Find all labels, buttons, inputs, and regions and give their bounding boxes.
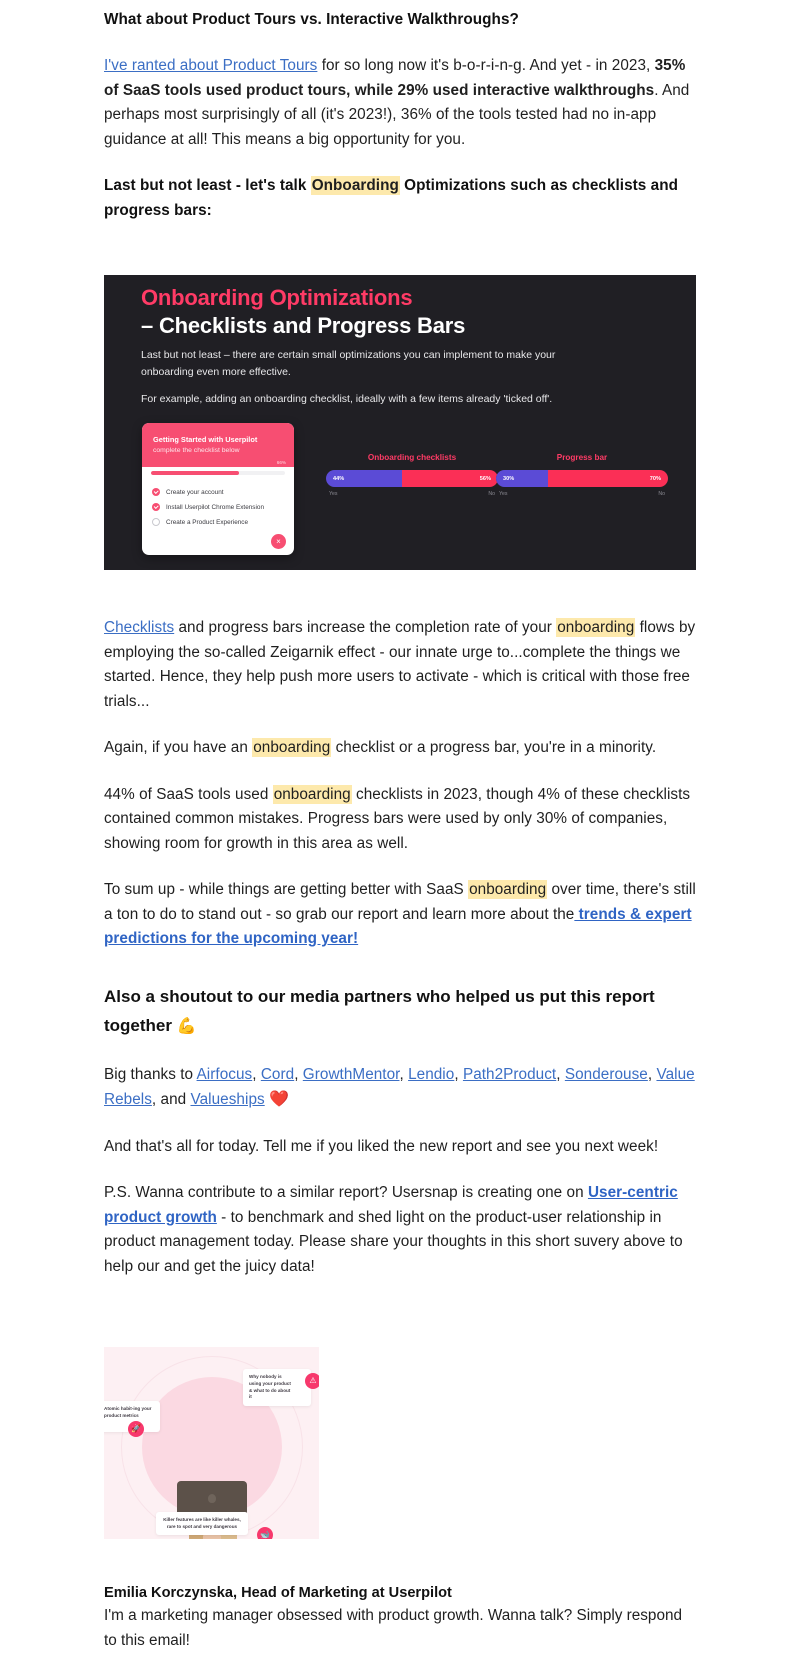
paragraph-again-minority <box>104 736 696 760</box>
link-checklists[interactable]: Checklists <box>104 619 175 637</box>
email-content <box>104 0 696 1653</box>
highlight-onboarding: onboarding <box>557 619 635 637</box>
sep: , <box>647 1065 657 1083</box>
text-part2: checklists in 2023, though 4% of these checklists contained common mistakes. Progress bars were used by only 30% of companies, showing room for growth in this area as well. <box>104 785 691 852</box>
check-circle-icon <box>152 503 160 511</box>
text-part1: P.S. Wanna contribute to a similar report? Usersnap is creating one on <box>104 1184 588 1202</box>
link-partner-growthmentor[interactable]: GrowthMentor <box>302 1065 400 1083</box>
author-photo-banner <box>104 1347 319 1539</box>
sep: , <box>252 1065 261 1083</box>
chart-segment-yes: 44% <box>326 470 402 487</box>
link-partner-cord[interactable]: Cord <box>260 1065 295 1083</box>
link-partner-path2product[interactable]: Path2Product <box>462 1065 557 1083</box>
text-part2: flows by employing the so-called Zeigarnik effect - our innate urge to...complete the things we started. Hence, they help push more users to activate - which is critical with those free trials... <box>104 619 696 710</box>
chart-axis-label-no: No <box>658 491 665 498</box>
checklist-card-title: Getting Started with Userpilot <box>153 435 258 445</box>
checklist-item <box>152 503 284 511</box>
checklist-card-mock <box>142 423 294 555</box>
text-after-bold: . And perhaps most surprisingly of all (it's 2023!), 36% of the tools tested had no in-app guidance at all! This means a big opportunity for you. <box>104 81 690 148</box>
chart-title: Onboarding checklists <box>367 453 457 463</box>
callout-bubble-left: Atomic habit-ing your product metrics <box>104 1401 160 1431</box>
callout-bubble-top-right: Why nobody is using your product & what to do about it <box>243 1369 311 1406</box>
chart-onboarding-checklists <box>326 453 498 497</box>
slide-title-line1: Onboarding Optimizations <box>141 285 413 311</box>
text-part1: 44% of SaaS tools used <box>104 785 273 803</box>
link-partner-value-rebels[interactable]: Value Rebels <box>104 1065 695 1109</box>
heading-shoutout-text: Also a shoutout to our media partners who helped us put this report together <box>104 987 655 1035</box>
text-part2: over time, there's still a ton to do to stand out - so grab our report and learn more about the <box>104 881 696 923</box>
text-part1: To sum up - while things are getting better with SaaS <box>104 881 469 899</box>
checklist-progress-bar <box>142 467 294 481</box>
chart-segment-no: 56% <box>402 470 498 487</box>
chart-axis-label-yes: Yes <box>499 491 508 498</box>
text-and: , and <box>151 1091 191 1109</box>
link-partner-lendio[interactable]: Lendio <box>408 1065 455 1083</box>
slide-subtext-1: Last but not least – there are certain small optimizations you can implement to make your onboarding even more effective. <box>141 349 556 378</box>
warning-icon: ⚠ <box>305 1373 319 1389</box>
heading-media-partners-shoutout <box>104 983 696 1040</box>
spacer <box>104 1539 696 1585</box>
highlight-onboarding: Onboarding <box>311 177 399 195</box>
highlight-onboarding: onboarding <box>469 881 547 899</box>
rocket-icon: 🚀 <box>128 1421 144 1437</box>
text-part2: checklist or a progress bar, you're in a minority. <box>331 739 657 757</box>
section-heading-onboarding-optimizations <box>104 174 696 223</box>
highlight-onboarding: onboarding <box>273 785 351 803</box>
spacer <box>104 245 696 275</box>
chart-axis-labels <box>496 491 668 497</box>
sep: , <box>399 1065 409 1083</box>
heading2-after: Optimizations such as checklists and progress bars: <box>104 177 679 219</box>
whale-icon: 🐋 <box>257 1527 273 1539</box>
chart-axis-labels <box>326 491 498 497</box>
checklist-progress-track <box>151 471 285 475</box>
link-partner-airfocus[interactable]: Airfocus <box>196 1065 253 1083</box>
empty-circle-icon <box>152 518 160 526</box>
checklist-item <box>152 488 284 496</box>
link-partner-valueships[interactable]: Valueships <box>190 1091 265 1109</box>
text-part1: and progress bars increase the completion rate of your <box>174 619 557 637</box>
paragraph-sum-up <box>104 878 696 951</box>
sep: , <box>454 1065 463 1083</box>
slide-image-onboarding-optimizations <box>104 275 696 570</box>
chart-segment-no: 70% <box>548 470 668 487</box>
slide-title-line2: – Checklists and Progress Bars <box>141 313 466 339</box>
author-name-and-title: Emilia Korczynska, Head of Marketing at Userpilot <box>104 1585 452 1602</box>
text-thanks-prefix: Big thanks to <box>104 1065 197 1083</box>
checklist-item-label: Install Userpilot Chrome Extension <box>166 503 265 511</box>
close-icon: × <box>271 534 286 549</box>
chart-axis-label-yes: Yes <box>329 491 338 498</box>
text-part2: - to benchmark and shed light on the product-user relationship in product management today. Please share your thoughts in this short suvery above to help our and get the juicy data! <box>104 1208 683 1275</box>
chart-stacked-bar <box>496 470 668 487</box>
spacer <box>104 1301 696 1347</box>
paragraph-checklist-stats <box>104 783 696 856</box>
checklist-progress-fill <box>151 471 239 475</box>
link-trends-expert-predictions[interactable]: trends & expert predictions for the upcoming year! <box>104 905 692 947</box>
red-heart-icon: ❤️ <box>269 1091 289 1109</box>
paragraph-product-tours <box>104 54 696 152</box>
author-bio-text: I'm a marketing manager obsessed with product growth. Wanna talk? Simply respond to this email! <box>104 1607 682 1649</box>
flexed-biceps-icon: 💪 <box>176 1017 197 1035</box>
checklist-item <box>152 518 284 526</box>
chart-segment-yes: 30% <box>496 470 548 487</box>
checklist-card-header <box>142 423 294 467</box>
check-circle-icon <box>152 488 160 496</box>
checklist-item-label: Create a Product Experience <box>166 518 249 526</box>
chart-axis-label-no: No <box>488 491 495 498</box>
link-user-centric-product-growth[interactable]: User-centric product growth <box>104 1184 678 1226</box>
paragraph-checklists <box>104 616 696 714</box>
chart-title: Progress bar <box>556 453 608 463</box>
paragraph-partner-thanks <box>104 1063 696 1113</box>
checklist-progress-percent: 66% <box>276 460 286 466</box>
link-partner-sonderouse[interactable]: Sonderouse <box>564 1065 648 1083</box>
chart-stacked-bar <box>326 470 498 487</box>
text-bold-stat: 35% of SaaS tools used product tours, while 29% used interactive walkthroughs <box>104 57 686 99</box>
spacer <box>104 570 696 616</box>
paragraph-ps-usersnap <box>104 1181 696 1279</box>
section-heading-product-tours: What about Product Tours vs. Interactive Walkthroughs? <box>104 11 519 28</box>
text-after-link: for so long now it's b-o-r-i-n-g. And yet - in 2023, <box>317 57 655 75</box>
checklist-item-label: Create your account <box>166 488 224 496</box>
sep: , <box>556 1065 565 1083</box>
link-ive-ranted-about-product-tours[interactable]: I've ranted about Product Tours <box>104 57 318 75</box>
text-part1: Again, if you have an <box>104 739 253 757</box>
checklist-card-subtitle: complete the checklist below <box>153 447 240 455</box>
slide-subtext-2: For example, adding an onboarding checklist, ideally with a few items already 'ticked off'. <box>141 393 553 406</box>
highlight-onboarding: onboarding <box>253 739 331 757</box>
sep: , <box>294 1065 303 1083</box>
spacer <box>104 973 696 983</box>
chart-progress-bar <box>496 453 668 497</box>
paragraph-signoff: And that's all for today. Tell me if you liked the new report and see you next week! <box>104 1137 659 1155</box>
callout-bubble-bottom: Killer features are like killer whales, rare to spot and very dangerous <box>156 1512 248 1535</box>
heading2-before: Last but not least - let's talk <box>104 177 311 195</box>
